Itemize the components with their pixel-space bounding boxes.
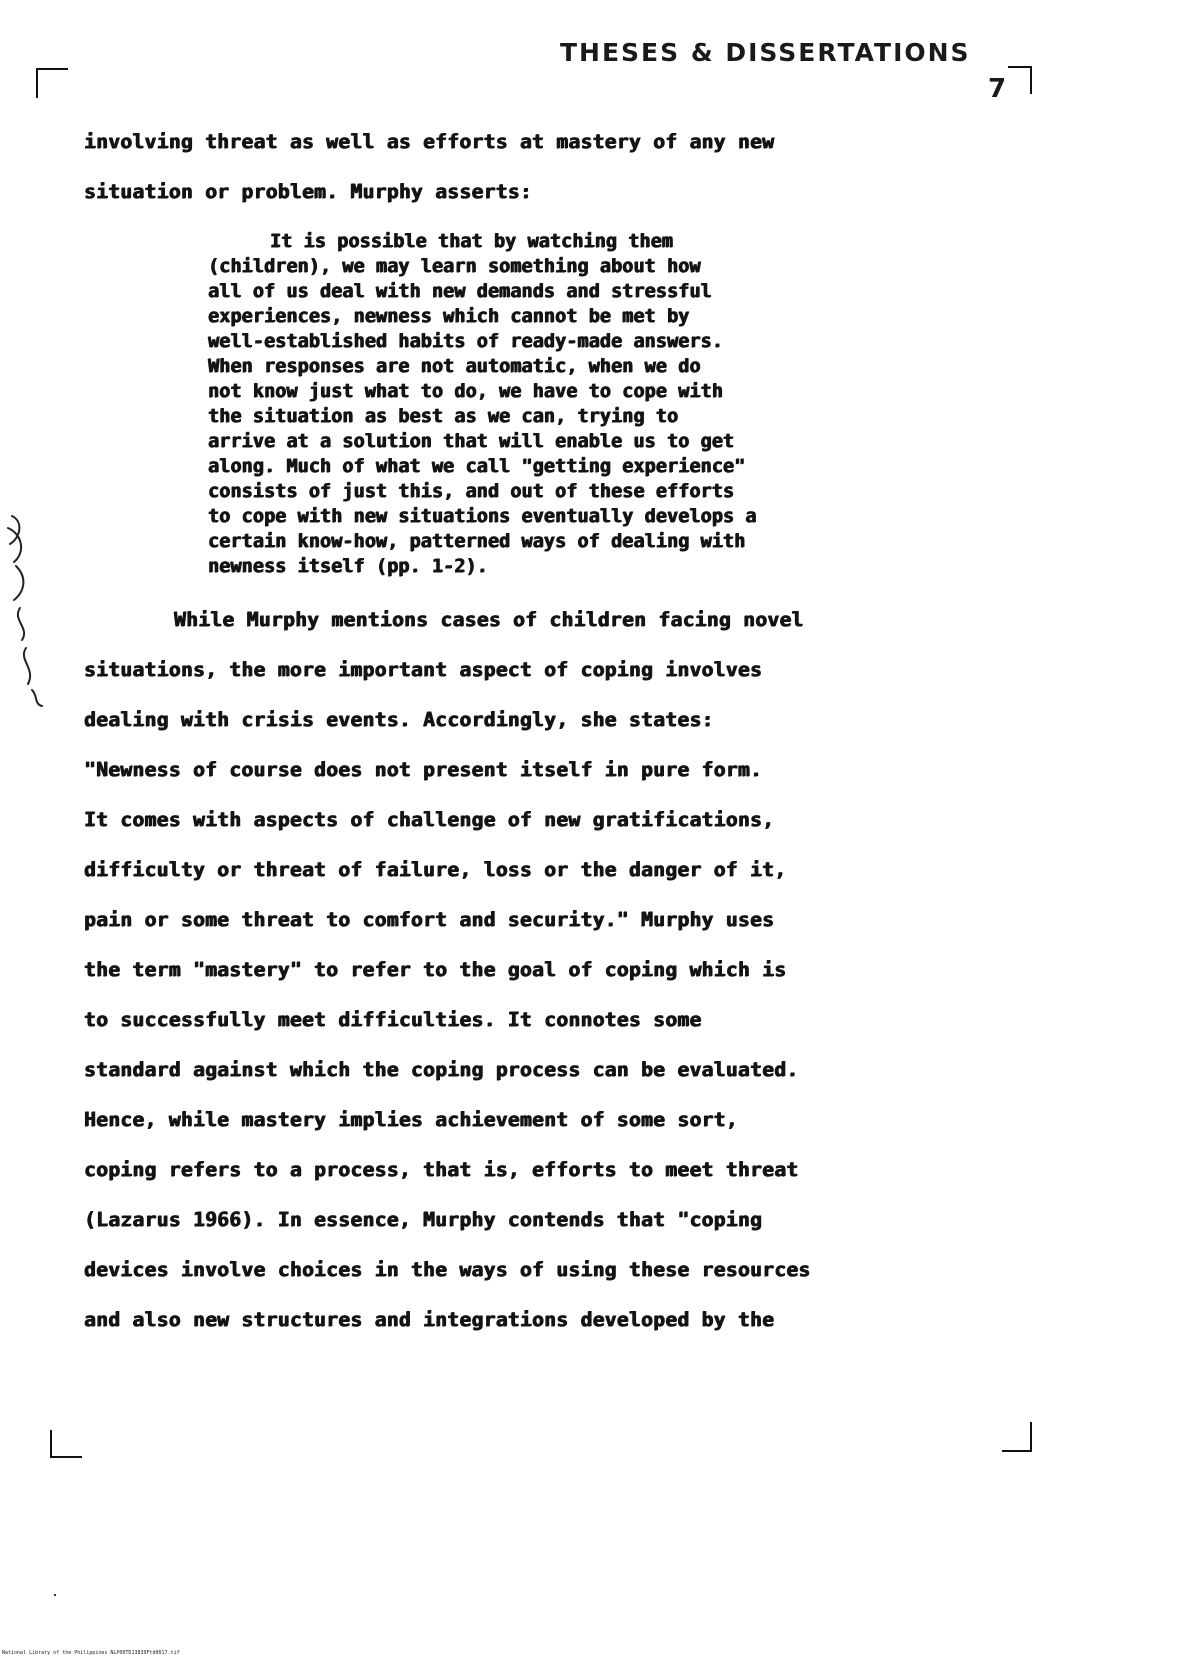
block-quote-line: all of us deal with new demands and stressful: [208, 281, 712, 302]
running-header: THESES & DISSERTATIONS: [560, 38, 971, 67]
block-quote-line: arrive at a solution that will enable us to get: [208, 431, 735, 452]
crop-mark-bottom-left: [50, 1430, 82, 1458]
block-quote-line: not know just what to do, we have to cope with: [208, 381, 723, 402]
body-line-8: difficulty or threat of failure, loss or the danger of it,: [84, 858, 787, 881]
block-quote-line: When responses are not automatic, when we do: [208, 356, 701, 377]
body-line-11: to successfully meet difficulties. It connotes some: [84, 1008, 702, 1031]
body-line-16: devices involve choices in the ways of using these resources: [84, 1258, 811, 1281]
body-line-12: standard against which the coping process can be evaluated.: [84, 1058, 799, 1081]
page-number: 7: [988, 74, 1007, 104]
body-line-13: Hence, while mastery implies achievement of some sort,: [84, 1108, 738, 1131]
block-quote-line: newness itself (pp. 1-2).: [208, 556, 488, 577]
body-line-1: involving threat as well as efforts at mastery of any new: [84, 130, 775, 153]
scan-speck: [54, 1594, 56, 1596]
body-line-14: coping refers to a process, that is, efforts to meet threat: [84, 1158, 799, 1181]
handwritten-margin-note: [2, 508, 50, 708]
block-quote-line: well-established habits of ready-made answers.: [208, 331, 723, 352]
block-quote-line: experiences, newness which cannot be met by: [208, 306, 690, 327]
crop-mark-bottom-right: [1002, 1422, 1032, 1452]
body-line-9: pain or some threat to comfort and security." Murphy uses: [84, 908, 775, 931]
block-quote-line: consists of just this, and out of these efforts: [208, 481, 735, 502]
crop-mark-top-right: [1008, 66, 1032, 94]
block-quote-line: to cope with new situations eventually develops a: [208, 506, 757, 527]
scan-footer: National Library of the Philippines NLP00TD13839Ftd0017.tif: [2, 1650, 180, 1656]
block-quote-line: the situation as best as we can, trying to: [208, 406, 679, 427]
body-line-15: (Lazarus 1966). In essence, Murphy contends that "coping: [84, 1208, 763, 1231]
block-quote-line: It is possible that by watching them: [270, 231, 673, 252]
crop-mark-top-left: [36, 68, 68, 98]
block-quote-line: along. Much of what we call "getting experience": [208, 456, 746, 477]
body-line-6: "Newness of course does not present itself in pure form.: [84, 758, 763, 781]
body-line-3: While Murphy mentions cases of children facing novel: [174, 608, 804, 631]
body-line-7: It comes with aspects of challenge of new gratifications,: [84, 808, 775, 831]
body-line-17: and also new structures and integrations developed by the: [84, 1308, 775, 1331]
block-quote-line: certain know-how, patterned ways of dealing with: [208, 531, 746, 552]
body-line-5: dealing with crisis events. Accordingly, she states:: [84, 708, 714, 731]
body-line-4: situations, the more important aspect of coping involves: [84, 658, 763, 681]
body-line-10: the term "mastery" to refer to the goal of coping which is: [84, 958, 787, 981]
block-quote-line: (children), we may learn something about how: [208, 256, 701, 277]
body-line-2: situation or problem. Murphy asserts:: [84, 180, 533, 203]
